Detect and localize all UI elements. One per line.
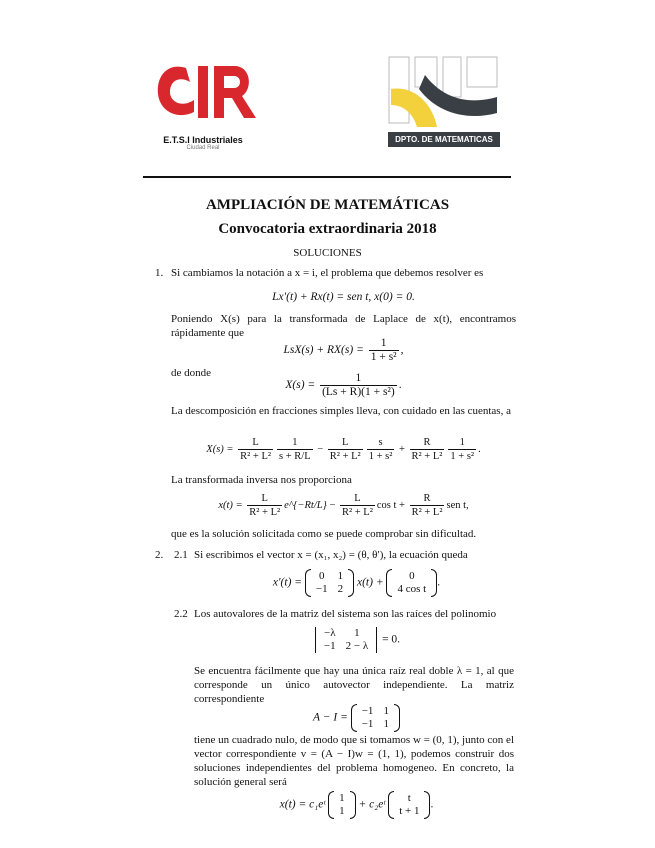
q1-p6: que es la solución solicitada como se puede comprobar sin dificultad. [171, 528, 477, 540]
q1-p3: de donde [171, 367, 212, 379]
q2-eq2-determinant: −λ 1 −1 2 − λ [313, 627, 379, 653]
q1-eq3-frac: $\frac{1}{\text{(Ls + R)(1 + s²)}}$ [322, 372, 395, 398]
q2-eq3-matrix: −1 1 −1 1 [351, 705, 400, 731]
q2-eq2: −λ 1 −1 2 − λ = 0. [194, 627, 519, 653]
q1-eq4: X(s) = $\frac{L}{\text{R² + L²}}$ $\frac{1}{s + R/L}$ − $\frac{L}{\text{R² + L²}}$ $\frac{s}{\text{1 + s²}}$ + $\frac{R}{\text{R² + L²}}$ $\frac{1}{\text{1 + s²}}$ . [206, 437, 481, 462]
etsi-logo [148, 58, 258, 152]
page-subtitle: Convocatoria extraordinaria 2018 [218, 221, 437, 237]
header-rule [143, 176, 511, 178]
q2-s2-label: 2.2 [174, 608, 188, 620]
q1-eq1: Lx′(t) + Rx(t) = sen t, x(0) = 0. [272, 291, 415, 303]
q2-eq1-vector: 0 4 cos t [386, 570, 437, 596]
section-title: SOLUCIONES [293, 247, 362, 259]
q1-p5: La transformada inversa nos proporciona [171, 474, 352, 486]
q1-eq2: LsX(s) + RX(s) = $\frac{1}{\text{1 + s²}}$ , [283, 337, 404, 363]
q2-eq1-matrix: 0 1 −1 2 [305, 570, 354, 596]
q2-number: 2. [155, 549, 164, 561]
q1-p4: La descomposición en fracciones simples lleva, con cuidado en las cuentas, a [171, 405, 511, 417]
page-title: AMPLIACIÓN DE MATEMÁTICAS [205, 197, 450, 213]
q2-s1-label: 2.1 [174, 549, 188, 561]
q2-s2-text: Los autovalores de la matriz del sistema son las raíces del polinomio [194, 608, 497, 620]
q1-eq3-lhs: X(s) = [285, 379, 316, 392]
uclm-logo-mark [385, 55, 503, 127]
etsi-logo-line2: Ciudad Real [186, 145, 220, 151]
q1-intro: Si cambiamos la notación a x = i, el problema que debemos resolver es [171, 267, 484, 279]
q1-eq5: x(t) = $\frac{L}{\text{R² + L²}}$ e^{−Rt/L} − $\frac{L}{\text{R² + L²}}$ cos t + $\frac{R}{\text{R² + L²}}$ sen t, [218, 493, 469, 518]
uclm-logo [385, 55, 503, 143]
q1-eq2-frac: $\frac{1}{\text{1 + s²}}$ [370, 337, 397, 363]
q2-eq4: x(t) = c₁eᵗ 1 1 + c₂eᵗ t t + 1 . [279, 792, 434, 817]
uclm-logo-caption: DPTO. DE MATEMATICAS [388, 132, 500, 147]
q1-eq3: X(s) = $\frac{1}{\text{(Ls + R)(1 + s²)}}$ . [285, 372, 402, 398]
q2-eq1: x′(t) = 0 1 −1 2 x(t) + 0 4 cos t . [272, 570, 441, 595]
q2-p2: Se encuentra fácilmente que hay una única raíz real doble λ = 1, al que corresponde un único autovector independiente. La matriz correspondiente [194, 665, 514, 705]
q2-eq3: A − I = −1 1 −1 1 [194, 705, 519, 731]
cir-logo-mark [148, 58, 258, 128]
q2-eq4-vector2: t t + 1 [388, 792, 430, 818]
q2-p3: tiene un cuadrado nulo, de modo que si tomamos w = (0, 1), junto con el vector correspondiente v = (A − I)w = (1, 1), podemos construir dos soluciones independientes del problema homogeneo. En concreto, la solución general será [194, 734, 514, 788]
q2-s1-text: Si escribimos el vector x = (x₁, x₂) = (θ, θ′), la ecuación queda [194, 549, 468, 561]
q1-eq2-lhs: LsX(s) + RX(s) = [283, 344, 364, 357]
q1-number: 1. [155, 267, 164, 279]
etsi-logo-line1: E.T.S.I Industriales [163, 135, 243, 145]
q1-p2: Poniendo X(s) para la transformada de Laplace de x(t), encontramos rápidamente que [171, 313, 516, 339]
q2-eq4-vector1: 1 1 [328, 792, 356, 818]
